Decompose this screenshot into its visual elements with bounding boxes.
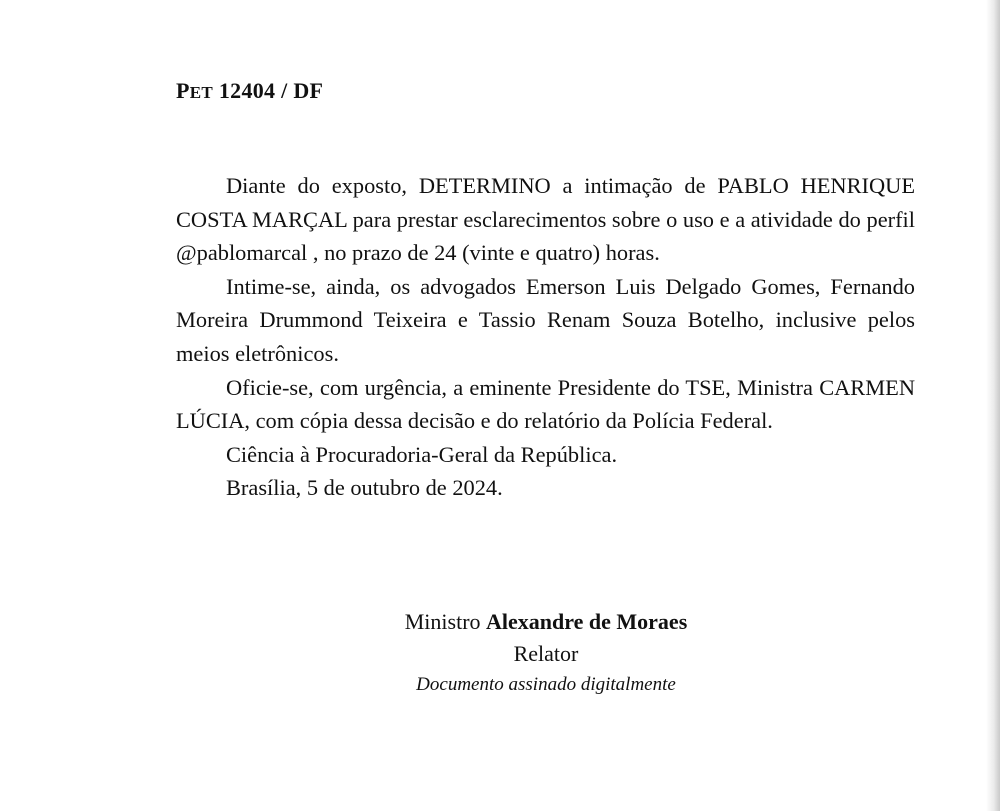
case-prefix-rest: ET xyxy=(189,83,214,102)
case-number: 12404 / DF xyxy=(218,78,324,103)
paragraph-pgr-notice: Ciência à Procuradoria-Geral da República. xyxy=(226,441,618,467)
signer-title: Ministro xyxy=(404,609,481,634)
signer-role: Relator xyxy=(513,641,579,666)
paragraph-determination: Diante do exposto, DETERMINO a intimação de PABLO HENRIQUE COSTA MARÇAL para prestar esclarecimentos sobre o uso e a atividade do perfil @pablomarcal , no prazo de 24 (vinte e quatro) horas. xyxy=(176,173,915,266)
digital-signature-note: Documento assinado digitalmente xyxy=(416,674,676,695)
paragraph-place-date: Brasília, 5 de outubro de 2024. xyxy=(226,475,503,501)
signer-name: Alexandre de Moraes xyxy=(486,609,688,634)
page-edge-shadow xyxy=(986,0,1000,811)
paragraph-lawyers-summons: Intime-se, ainda, os advogados Emerson Luis Delgado Gomes, Fernando Moreira Drummond Teixeira e Tassio Renam Souza Botelho, inclusive pelos meios eletrônicos. xyxy=(176,273,915,366)
decision-body xyxy=(176,169,915,505)
case-prefix-initial: P xyxy=(176,78,190,103)
signer-line xyxy=(346,606,746,638)
signature-block xyxy=(346,606,746,700)
case-number-heading xyxy=(176,78,323,104)
paragraph-tse-official-letter: Oficie-se, com urgência, a eminente Presidente do TSE, Ministra CARMEN LÚCIA, com cópia dessa decisão e do relatório da Polícia Federal. xyxy=(176,374,915,434)
